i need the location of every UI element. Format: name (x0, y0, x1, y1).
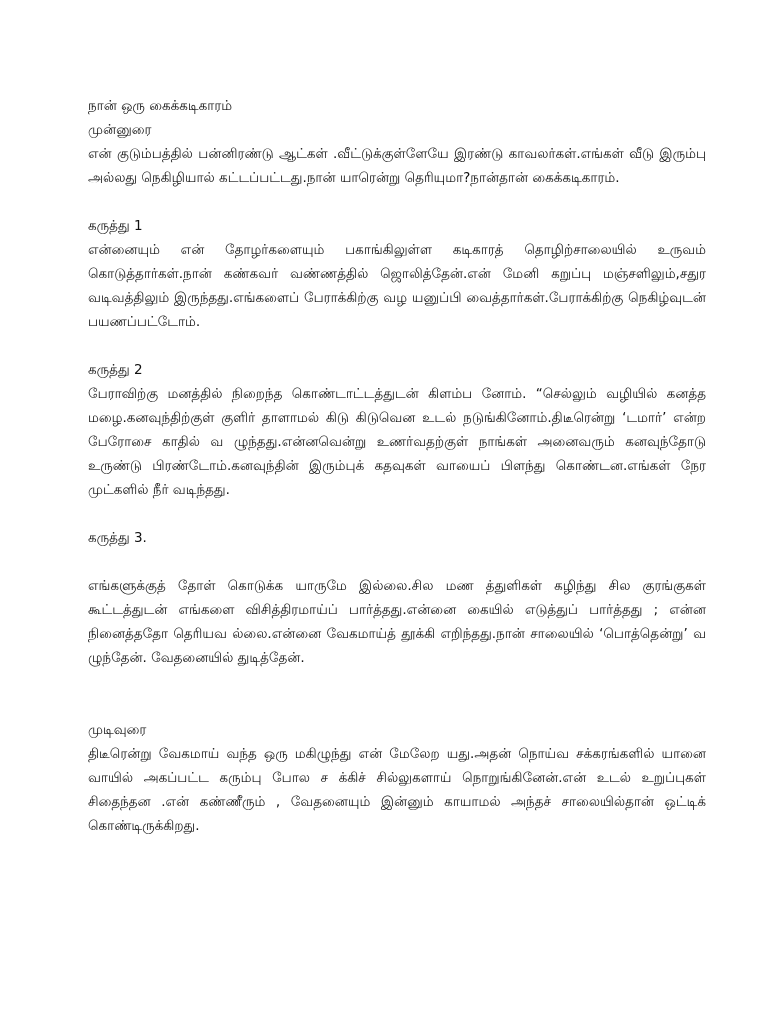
section-paragraph: என்னையும் என் தோழர்களையும் பகாங்கிலுள்ள கடிகாரத் தொழிற்சாலையில் உருவம் கொடுத்தார்கள்.நான் கண்கவர் வண்ணத்தில் ஜொலித்தேன்.என் மேனி கறுப்பு மஞ்சளிலும்,சதுர வடிவத்திலும் இருந்தது.எங்களைப் பேராக்கிற்கு வழ யனுப்பி வைத்தார்கள்.பேராக்கிற்கு நெகிழ்வுடன் பயணப்பட்டோம். (88, 242, 706, 330)
section-paragraph: திடீரென்று வேகமாய் வந்த ஒரு மகிழுந்து என் மேலேற யது.அதன் நொய்வ சக்கரங்களில் யானை வாயில் அகப்பட்ட கரும்பு போல ச க்கிச் சில்லுகளாய் நொறுங்கினேன்.என் உடல் உறுப்புகள் சிதைந்தன .என் கண்ணீரும் , வேதனையும் இன்னும் காயாமல் அந்தச் சாலையில்தான் ஒட்டிக் கொண்டிருக்கிறது. (88, 746, 706, 834)
section-conclusion (88, 718, 706, 838)
section-paragraph: என் குடும்பத்தில் பன்னிரண்டு ஆட்கள் .வீட்டுக்குள்ளேயே இரண்டு காவலர்கள்.எங்கள் வீடு இரும்பு அல்லது நெகிழியால் கட்டப்பட்டது.நான் யாரென்று தெரியுமா?நான்தான் கைக்கடிகாரம். (88, 146, 706, 186)
section-point-2 (88, 358, 706, 502)
spacer (88, 694, 706, 718)
section-introduction (88, 118, 706, 190)
section-heading: முடிவுரை (88, 722, 147, 738)
section-heading: கருத்து 3. (88, 530, 147, 546)
essay-title: நான் ஒரு கைக்கடிகாரம் (88, 98, 233, 114)
section-point-1 (88, 214, 706, 334)
section-heading: கருத்து 1 (88, 218, 143, 234)
essay-document (88, 94, 706, 862)
section-point-3 (88, 526, 706, 670)
section-paragraph: பேராவிற்கு மனத்தில் நிறைந்த கொண்டாட்டத்துடன் கிளம்ப னோம். “செல்லும் வழியில் கனத்த மழை.கனவுந்திற்குள் குளிர் தாளாமல் கிடு கிடுவென உடல் நடுங்கினோம்.திடீரென்று ‘டமார்’ என்ற பேரோசை காதில் வ ழுந்தது.என்னவென்று உணர்வதற்குள் நாங்கள் அனைவரும் கனவுந்தோடு உருண்டு பிரண்டோம்.கனவுந்தின் இரும்புக் கதவுகள் வாயைப் பிளந்து கொண்டன.எங்கள் நேர முட்களில் நீர் வடிந்தது. (88, 386, 706, 498)
section-heading: முன்னுரை (88, 122, 152, 138)
section-heading: கருத்து 2 (88, 362, 143, 378)
spacer (88, 550, 706, 574)
section-paragraph: எங்களுக்குத் தோள் கொடுக்க யாருமே இல்லை.சில மண த்துளிகள் கழிந்து சில குரங்குகள் கூட்டத்துடன் எங்களை விசித்திரமாய்ப் பார்த்தது.என்னை கையில் எடுத்துப் பார்த்தது ; என்ன நினைத்ததோ தெரியவ ல்லை.என்னை வேகமாய்த் தூக்கி எறிந்தது.நான் சாலையில் ‘பொத்தென்று’ வ ழுந்தேன். வேதனையில் துடித்தேன். (88, 578, 706, 666)
